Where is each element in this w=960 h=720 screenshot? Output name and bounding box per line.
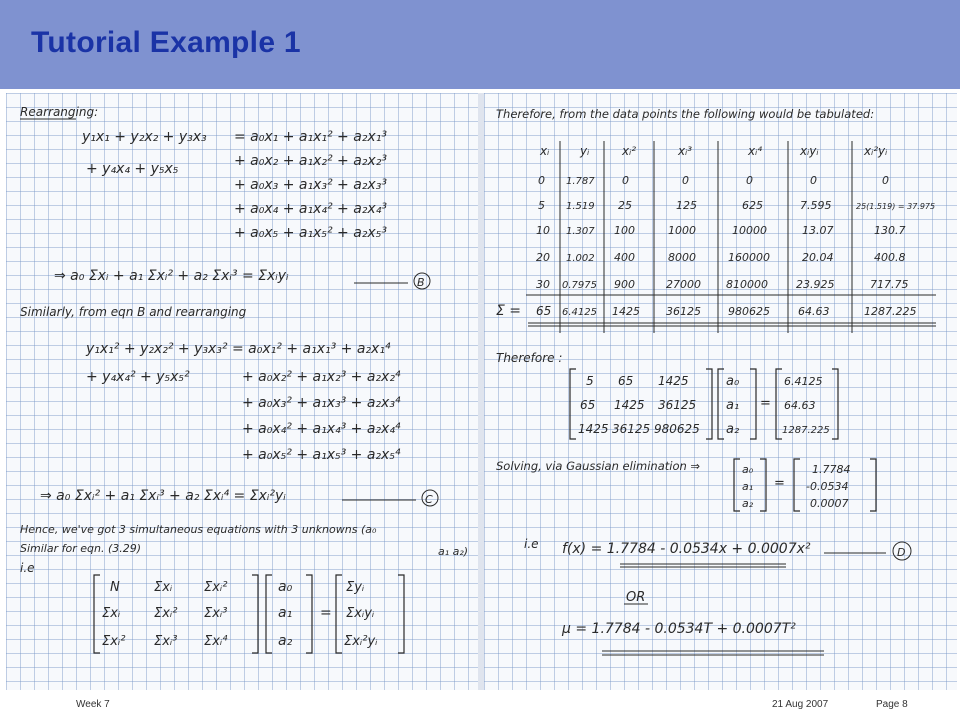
table-cell: 0 [622,174,629,187]
matrix-cell: 1425 [658,374,689,388]
table-cell: 810000 [726,278,768,291]
therefore-text: Therefore : [496,351,563,365]
matrix-cell: Σxᵢ³ [154,634,178,649]
table-header: xᵢ² [622,144,637,158]
vector-cell: a₁ [742,480,754,493]
sum-cell: 980625 [728,305,770,318]
table-row [538,174,889,187]
table-cell: 717.75 [870,278,909,291]
ie-text: i.e [20,561,35,575]
sum-cell: 36125 [666,305,701,318]
equals-sign: = [774,476,785,491]
sum-cell: 64.63 [798,305,830,318]
table-cell: 27000 [666,278,701,291]
table-cell: 400.8 [874,251,906,264]
mu-equation: μ = 1.7784 - 0.0534T + 0.0007T² [562,621,796,637]
matrix-cell: 1425 [578,422,609,436]
vector-bracket [750,369,756,439]
matrix-cell: 36125 [658,398,697,412]
table-cell: 0 [538,174,545,187]
vector-bracket [718,369,724,439]
vector-bracket [870,459,876,511]
table-header: yᵢ [580,144,590,158]
matrix-cell: 5 [586,374,594,388]
table-cell: 1.002 [566,253,595,264]
table-sum-row [536,304,917,318]
table-cell: 8000 [668,251,696,264]
solution-value: 0.0007 [810,497,849,510]
equals-sign: = [320,605,332,621]
matrix-cell: Σxᵢ² [204,580,228,595]
vector-cell: 64.63 [784,399,816,412]
equation-b: ⇒ a₀ Σxᵢ + a₁ Σxᵢ² + a₂ Σxᵢ³ = Σxᵢyᵢ [54,268,289,284]
table-header: xᵢ³ [678,144,693,158]
solution-value: -0.0534 [806,480,849,493]
vector-bracket [306,575,312,653]
footer-week: Week 7 [76,699,110,710]
table-cell: 0 [682,174,689,187]
eq2-row: + a₀x₂² + a₁x₂³ + a₂x₂⁴ [242,369,401,385]
table-row [536,278,909,291]
eq2-lhs-a: y₁x₁² + y₂x₂² + y₃x₃² [86,341,228,357]
table-cell: 0 [882,174,889,187]
vector-cell: Σyᵢ [346,580,365,595]
sum-cell: 1287.225 [864,305,917,318]
eq2-lhs-b: + y₄x₄² + y₅x₅² [86,369,190,385]
table-cell: 0 [746,174,753,187]
equation-label-d: D [897,546,906,559]
eq1-row: + a₀x₂ + a₁x₂² + a₂x₂³ [234,153,387,169]
matrix-bracket [252,575,258,653]
vector-cell: a₂ [742,497,754,510]
table-cell: 1.519 [566,201,595,212]
equation-label-b: B [417,276,425,289]
rearranging-text: Rearranging: [20,105,99,119]
matrix-bracket [94,575,100,653]
matrix-cell: 36125 [612,422,651,436]
table-cell: 5 [538,199,545,212]
table-cell: 0.7975 [562,280,597,291]
solution-value: 1.7784 [812,463,851,476]
matrix-cell: Σxᵢ² [102,634,126,649]
vector-cell: a₀ [726,374,740,389]
eq1-lhs-a: y₁x₁ + y₂x₂ + y₃x₃ [82,129,207,145]
eq1-row: + a₀x₄ + a₁x₄² + a₂x₄³ [234,201,387,217]
vector-cell: a₀ [278,579,293,595]
solving-text: Solving, via Gaussian elimination ⇒ [496,459,701,473]
eq2-row: + a₀x₃² + a₁x₃³ + a₂x₃⁴ [242,395,401,411]
table-header: xᵢyᵢ [800,144,819,158]
vector-cell: Σxᵢyᵢ [346,606,375,621]
matrix-cell: 1425 [614,398,645,412]
table-cell: 23.925 [796,278,835,291]
vector-cell: a₀ [742,463,754,476]
vector-cell: a₁ [726,398,740,413]
matrix-cell: Σxᵢ⁴ [204,634,228,649]
or-text: OR [626,590,646,605]
table-row [536,251,906,264]
table-cell: 20 [536,251,550,264]
vector-bracket [398,575,404,653]
vector-cell: a₂ [726,422,740,437]
equation-c: ⇒ a₀ Σxᵢ² + a₁ Σxᵢ³ + a₂ Σxᵢ⁴ = Σxᵢ²yᵢ [40,488,286,504]
vector-cell: a₁ [278,605,293,621]
vector-bracket [760,459,766,511]
eq1-row: = a₀x₁ + a₁x₁² + a₂x₁³ [234,129,387,145]
vector-bracket [734,459,740,511]
similarly-text: Similarly, from eqn B and rearranging [20,305,247,319]
table-row [538,199,935,212]
vector-cell: 6.4125 [784,375,823,388]
handwriting-layer [6,93,957,690]
table-cell: 400 [614,251,635,264]
equation-label-c: C [425,493,433,506]
handwritten-scan [6,93,957,690]
table-cell: 0 [810,174,817,187]
vector-bracket [266,575,272,653]
table-header: xᵢ⁴ [748,144,763,158]
table-cell: 30 [536,278,550,291]
table-header: xᵢ [540,144,550,158]
matrix-bracket [706,369,712,439]
matrix-cell: Σxᵢ [154,580,173,595]
tabulated-intro: Therefore, from the data points the following would be tabulated: [496,107,875,121]
matrix-cell: Σxᵢ² [154,606,178,621]
slide-title: Tutorial Example 1 [31,26,301,59]
sum-cell: 1425 [612,305,640,318]
vector-cell: a₂ [278,633,293,649]
eq2-row: = a₀x₁² + a₁x₁³ + a₂x₁⁴ [232,341,391,357]
matrix-cell: 65 [618,374,634,388]
matrix-cell: 65 [580,398,596,412]
unknowns-tail: a₁ a₂) [438,545,469,558]
sum-symbol: Σ = [496,303,522,319]
table-cell: 13.07 [802,224,834,237]
matrix-cell: 980625 [654,422,700,436]
footer-date: 21 Aug 2007 [772,699,829,710]
fx-equation: f(x) = 1.7784 - 0.0534x + 0.0007x² [562,541,811,557]
matrix-cell: Σxᵢ [102,606,121,621]
table-cell: 10000 [732,224,767,237]
table-cell: 10 [536,224,550,237]
table-cell: 20.04 [802,251,834,264]
matrix-cell: Σxᵢ³ [204,606,228,621]
table-cell: 625 [742,199,763,212]
table-cell: 900 [614,278,635,291]
table-cell: 7.595 [800,199,832,212]
sum-cell: 6.4125 [562,307,597,318]
table-cell: 1000 [668,224,696,237]
footer-page: Page 8 [876,699,908,710]
similar-text: Similar for eqn. (3.29) [20,542,142,555]
eq2-row: + a₀x₄² + a₁x₄³ + a₂x₄⁴ [242,421,401,437]
vector-bracket [832,369,838,439]
table-cell: 100 [614,224,635,237]
sum-cell: 65 [536,304,552,318]
eq1-lhs-b: + y₄x₄ + y₅x₅ [86,161,179,177]
table-cell: 130.7 [874,224,906,237]
vector-bracket [794,459,800,511]
table-cell: 25 [618,199,632,212]
matrix-cell: N [110,580,120,595]
vector-bracket [336,575,342,653]
matrix-bracket [570,369,576,439]
eq2-row: + a₀x₅² + a₁x₅³ + a₂x₅⁴ [242,447,401,463]
table-cell: 1.307 [566,226,595,237]
vector-cell: Σxᵢ²yᵢ [344,634,378,649]
table-header: xᵢ²yᵢ [864,144,888,158]
table-cell: 160000 [728,251,770,264]
table-cell: 125 [676,199,697,212]
ie-text: i.e [524,537,539,551]
hence-text: Hence, we've got 3 simultaneous equations with 3 unknowns (a₀ [20,523,377,536]
eq1-row: + a₀x₅ + a₁x₅² + a₂x₅³ [234,225,387,241]
equals-sign: = [760,396,771,411]
vector-cell: 1287.225 [782,425,830,436]
table-row [536,224,906,237]
eq1-row: + a₀x₃ + a₁x₃² + a₂x₃³ [234,177,387,193]
table-cell: 25(1.519) = 37.975 [856,202,936,211]
table-cell: 1.787 [566,176,595,187]
